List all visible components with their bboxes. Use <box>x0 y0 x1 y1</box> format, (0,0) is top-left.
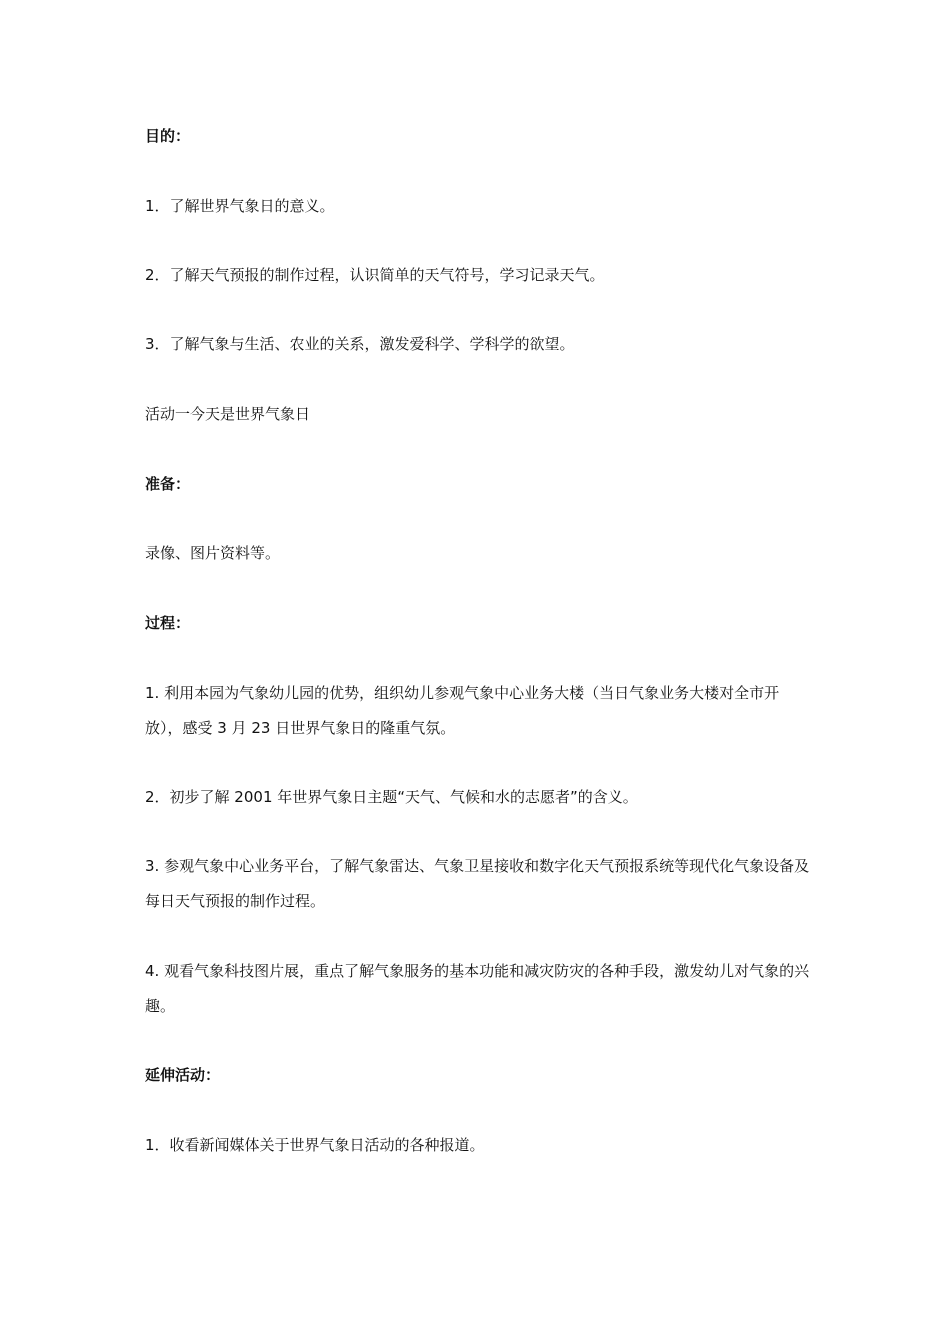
process-item: 3. 参观气象中心业务平台，了解气象雷达、气象卫星接收和数字化天气预报系统等现代化气象设备及每日天气预报的制作过程。 <box>145 857 810 910</box>
process-item: 4. 观看气象科技图片展，重点了解气象服务的基本功能和减灾防灾的各种手段，激发幼儿对气象的兴趣。 <box>145 962 810 1015</box>
goal-item: 1．了解世界气象日的意义。 <box>145 197 335 215</box>
activity-title: 活动一今天是世界气象日 <box>145 405 311 423</box>
goal-item: 2．了解天气预报的制作过程，认识简单的天气符号，学习记录天气。 <box>145 266 605 284</box>
preparation-text: 录像、图片资料等。 <box>145 544 281 562</box>
goal-item: 3．了解气象与生活、农业的关系，激发爱科学、学科学的欲望。 <box>145 335 575 353</box>
extension-item: 1．收看新闻媒体关于世界气象日活动的各种报道。 <box>145 1136 485 1154</box>
extension-heading: 延伸活动： <box>145 1066 221 1084</box>
goals-heading: 目的： <box>145 127 191 145</box>
process-heading: 过程： <box>145 614 191 632</box>
preparation-heading: 准备： <box>145 475 191 493</box>
process-item: 1. 利用本园为气象幼儿园的优势，组织幼儿参观气象中心业务大楼（当日气象业务大楼对全市开放），感受 3 月 23 日世界气象日的隆重气氛。 <box>145 684 780 737</box>
process-item: 2．初步了解 2001 年世界气象日主题“天气、气候和水的志愿者”的含义。 <box>145 788 638 806</box>
